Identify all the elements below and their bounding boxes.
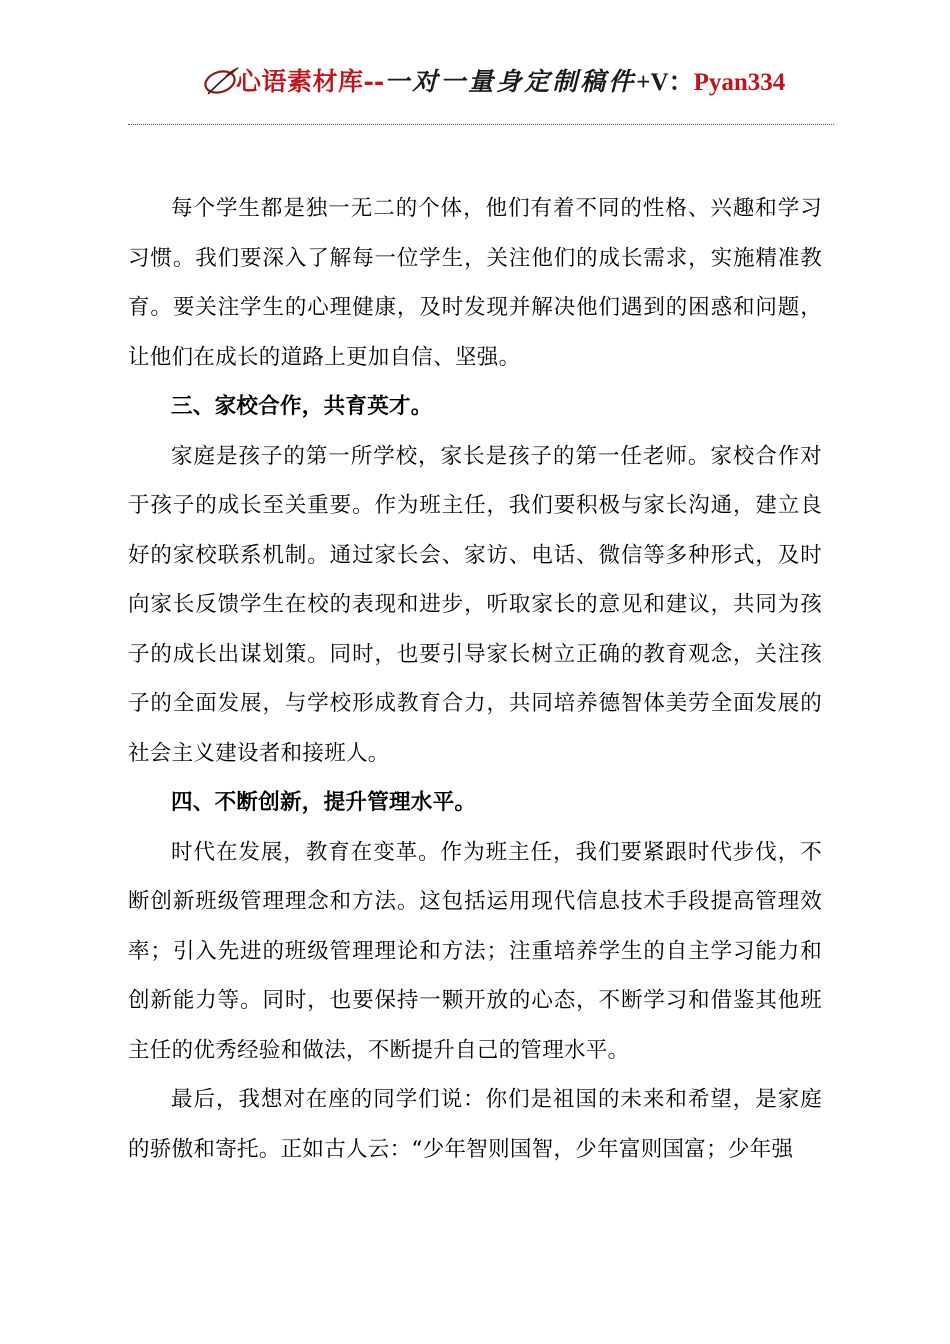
paragraph: 每个学生都是独一无二的个体，他们有着不同的性格、兴趣和学习习惯。我们要深入了解每一位学生，关注他们的成长需求，实施精准教育。要关注学生的心理健康，及时发现并解决他们遇到的困惑和问题，让他们在成长的道路上更加自信、坚强。 [128, 196, 822, 370]
brand-name: 心语素材库 [236, 67, 364, 96]
header-divider [128, 124, 834, 125]
header-title [236, 66, 785, 99]
page-header [0, 62, 950, 102]
section-heading: 四、不断创新，提升管理水平。 [171, 790, 477, 815]
header-dash: -- [363, 67, 385, 96]
paragraph: 最后，我想对在座的同学们说：你们是祖国的未来和希望，是家庭的骄傲和寄托。正如古人云：“少年智则国智，少年富则国富；少年强 [128, 1087, 822, 1162]
paragraph: 时代在发展，教育在变革。作为班主任，我们要紧跟时代步伐，不断创新班级管理理念和方法。这包括运用现代信息技术手段提高管理效率；引入先进的班级管理理论和方法；注重培养学生的自主学习能力和创新能力等。同时，也要保持一颗开放的心态，不断学习和借鉴其他班主任的优秀经验和做法，不断提升自己的管理水平。 [128, 839, 822, 1063]
contact-prefix: +V： [636, 69, 694, 96]
header-slogan: 一对一量身定制稿件 [384, 67, 637, 96]
paragraph: 家庭是孩子的第一所学校，家长是孩子的第一任老师。家校合作对于孩子的成长至关重要。作为班主任，我们要积极与家长沟通，建立良好的家校联系机制。通过家长会、家访、电话、微信等多种形式，及时向家长反馈学生在校的表现和进步，听取家长的意见和建议，共同为孩子的成长出谋划策。同时，也要引导家长树立正确的教育观念，关注孩子的全面发展，与学校形成教育合力，共同培养德智体美劳全面发展的社会主义建设者和接班人。 [128, 443, 822, 766]
section-heading: 三、家校合作，共育英才。 [171, 394, 433, 419]
document-body [128, 184, 822, 1174]
contact-handle: Pyan334 [693, 69, 786, 96]
